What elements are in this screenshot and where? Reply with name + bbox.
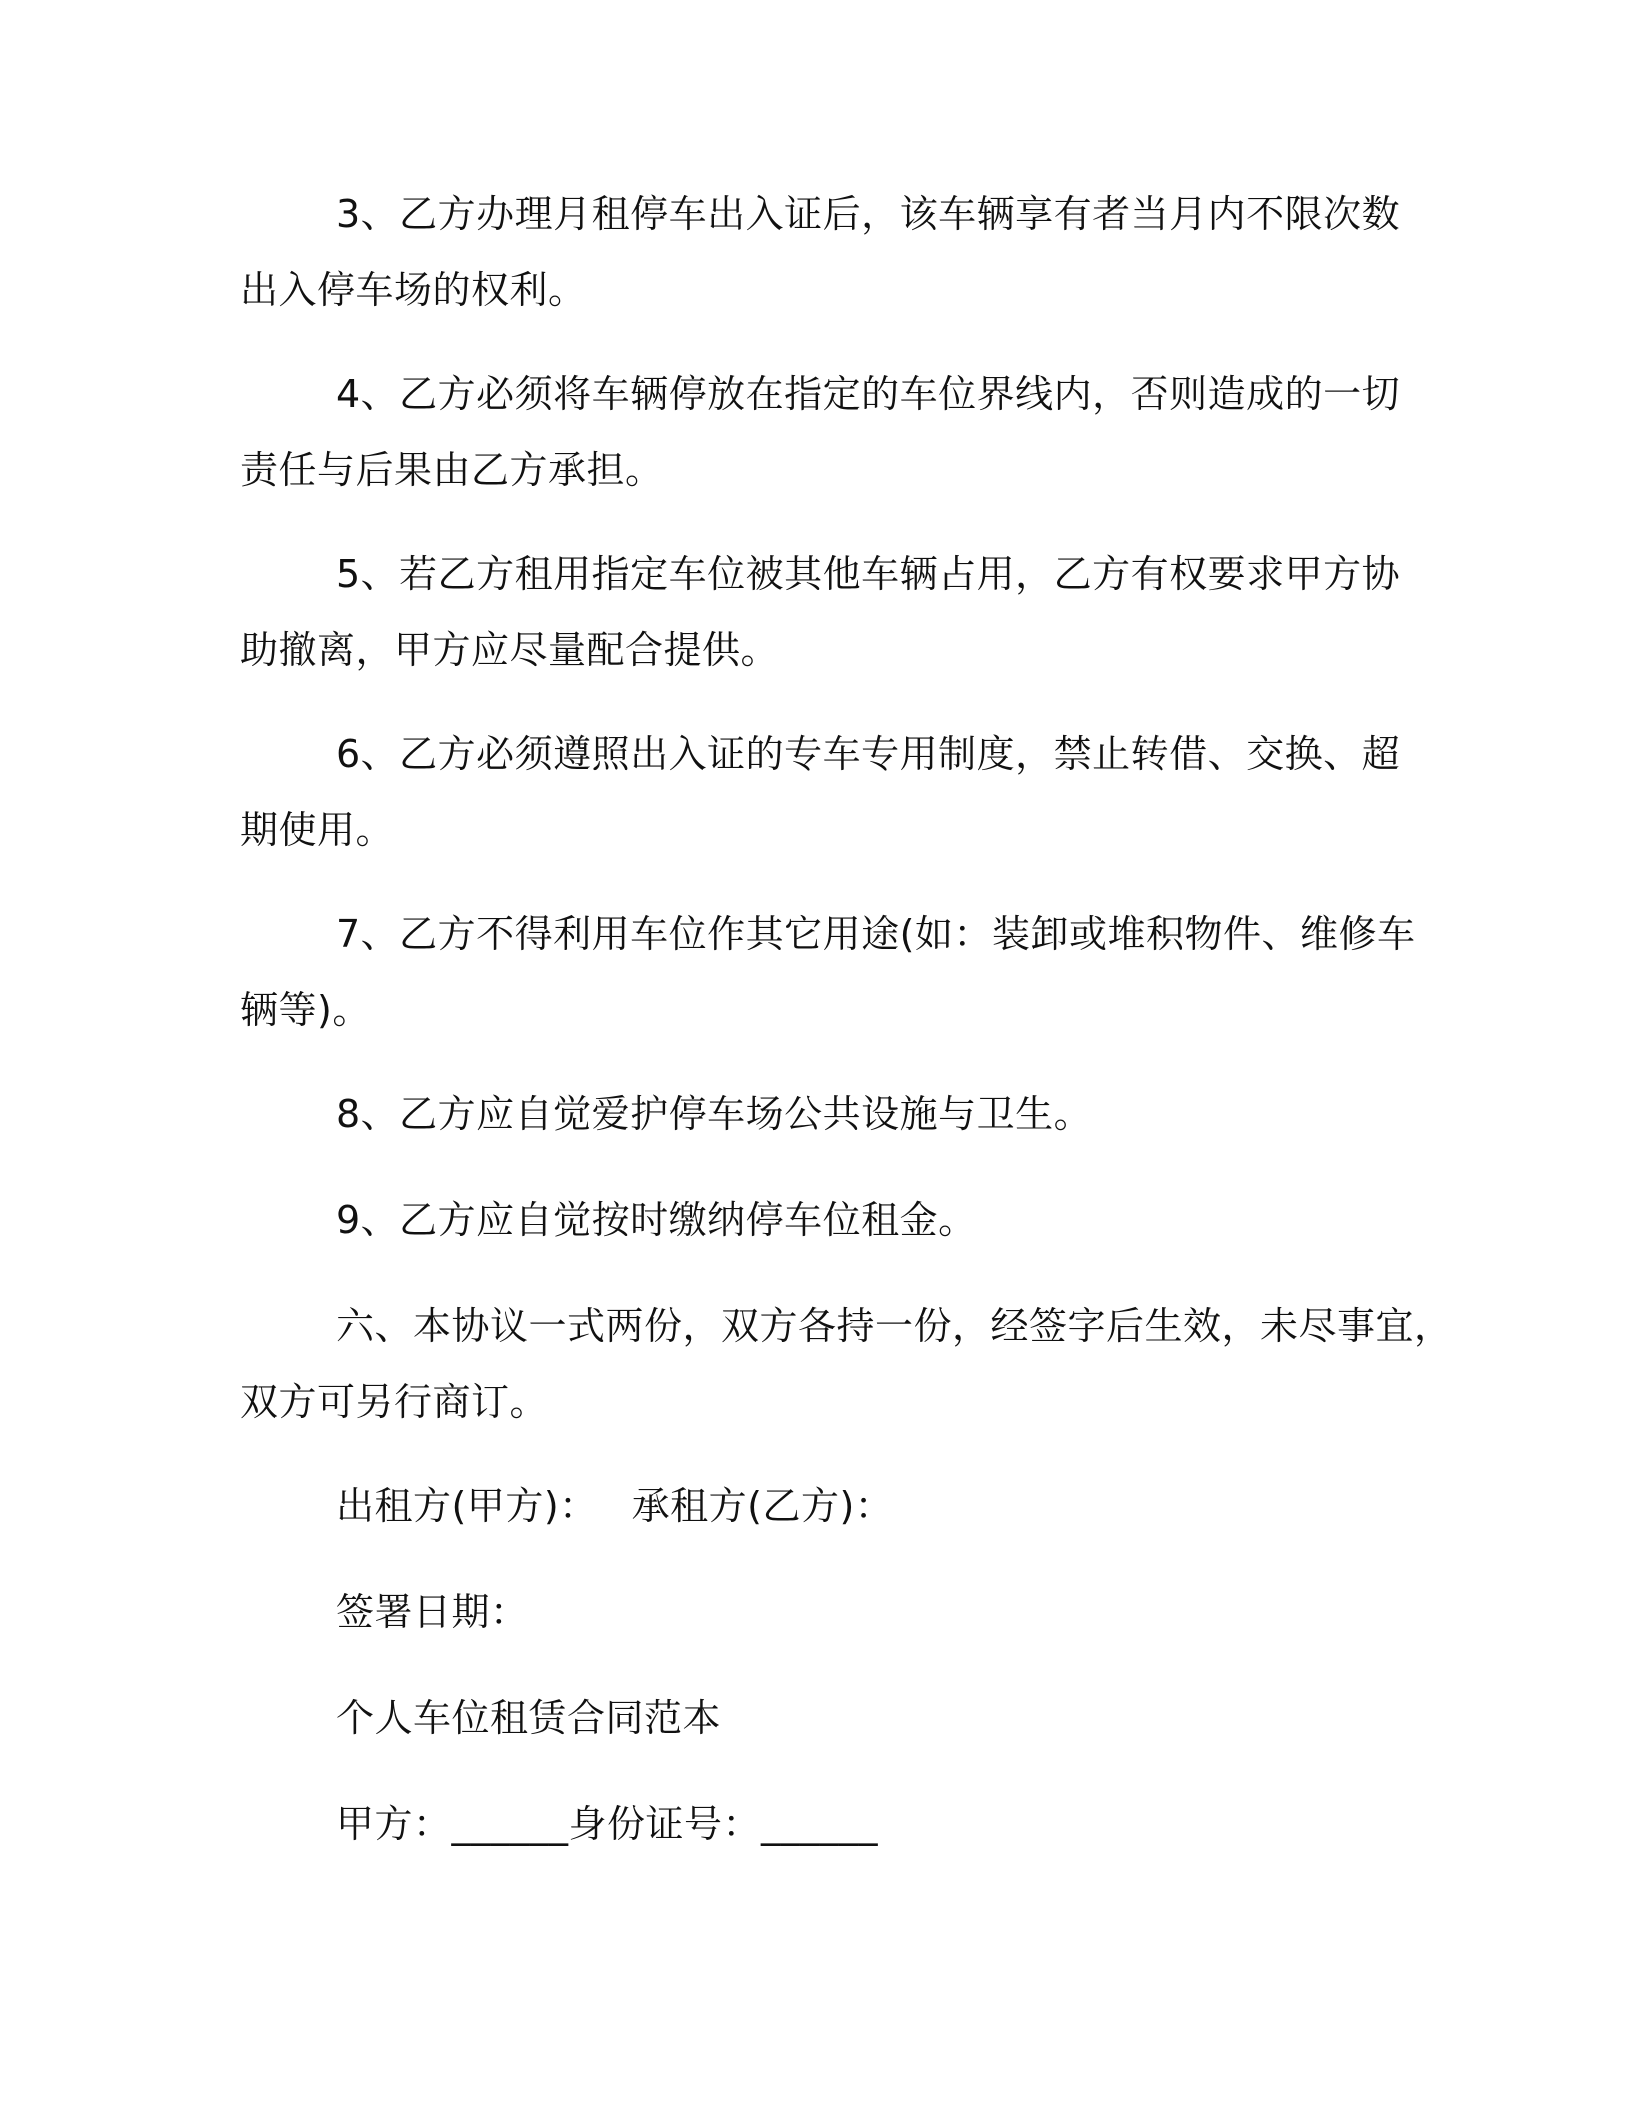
contract-title: 个人车位租赁合同范本 bbox=[336, 1696, 722, 1740]
lessee-label: 承租方(乙方)： bbox=[631, 1484, 894, 1528]
lessor-label: 出租方(甲方)： bbox=[336, 1484, 598, 1528]
clause-5 bbox=[240, 536, 1420, 688]
clause-4-line2: 责任与后果由乙方承担。 bbox=[240, 448, 664, 492]
clause-3-line1: 3、乙方办理月租停车出入证后，该车辆享有者当月内不限次数 bbox=[336, 192, 1401, 236]
clause-six bbox=[240, 1288, 1453, 1440]
clause-7 bbox=[240, 896, 1420, 1048]
party-a-line: 甲方：______身份证号：______ bbox=[336, 1802, 879, 1846]
clause-6-line1: 6、乙方必须遵照出入证的专车专用制度，禁止转借、交换、超 bbox=[336, 732, 1401, 776]
clause-7-line2: 辆等)。 bbox=[240, 988, 371, 1032]
clause-8: 8、乙方应自觉爱护停车场公共设施与卫生。 bbox=[336, 1092, 1093, 1136]
clause-6-line2: 期使用。 bbox=[240, 808, 395, 852]
clause-5-line1: 5、若乙方租用指定车位被其他车辆占用，乙方有权要求甲方协 bbox=[336, 552, 1401, 596]
clause-9: 9、乙方应自觉按时缴纳停车位租金。 bbox=[336, 1198, 977, 1242]
clause-six-line1: 六、本协议一式两份，双方各持一份，经签字后生效，未尽事宜， bbox=[336, 1304, 1453, 1348]
clause-4-line1: 4、乙方必须将车辆停放在指定的车位界线内，否则造成的一切 bbox=[336, 372, 1401, 416]
clause-4 bbox=[240, 356, 1420, 508]
clause-3 bbox=[240, 176, 1420, 328]
signature-date: 签署日期： bbox=[336, 1590, 529, 1634]
clause-six-line2: 双方可另行商订。 bbox=[240, 1380, 549, 1424]
clause-3-line2: 出入停车场的权利。 bbox=[240, 268, 587, 312]
signature-parties bbox=[336, 1468, 893, 1544]
clause-7-line1: 7、乙方不得利用车位作其它用途(如：装卸或堆积物件、维修车 bbox=[336, 912, 1416, 956]
clause-6 bbox=[240, 716, 1420, 868]
clause-5-line2: 助撤离，甲方应尽量配合提供。 bbox=[240, 628, 780, 672]
